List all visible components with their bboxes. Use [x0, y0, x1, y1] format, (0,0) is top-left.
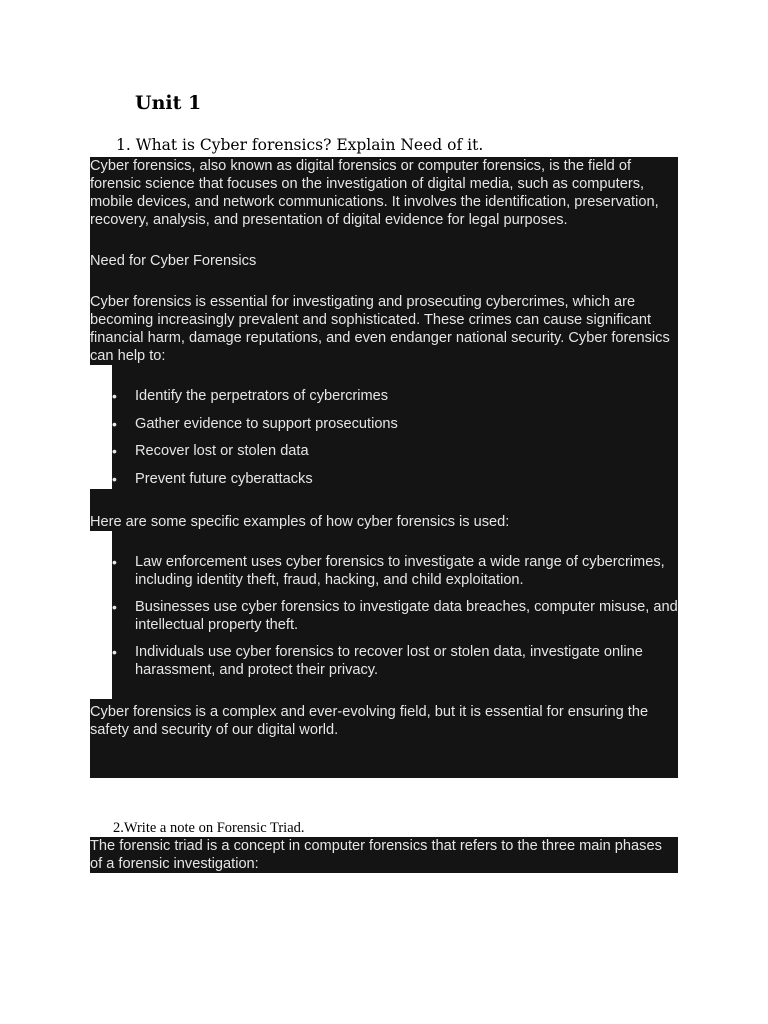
list-item: • Gather evidence to support prosecutions — [112, 415, 398, 432]
answer-1-block — [90, 157, 678, 778]
help-list — [90, 365, 678, 489]
triad-paragraph: The forensic triad is a concept in computer forensics that refers to the three main phases of a forensic investigation: — [90, 838, 662, 872]
list-item: • Recover lost or stolen data — [112, 443, 309, 459]
need-heading: Need for Cyber Forensics — [90, 253, 257, 269]
list-item: • Identify the perpetrators of cybercrimes — [112, 388, 389, 404]
conclusion-paragraph: Cyber forensics is a complex and ever-evolving field, but it is essential for ensuring the safety and security of our digital world. — [90, 704, 649, 738]
answer-2-block — [90, 837, 678, 873]
bullet-icon: • — [112, 388, 117, 404]
list-item: • Prevent future cyberattacks — [112, 470, 313, 487]
bullet-icon: • — [112, 443, 117, 459]
intro-paragraph: Cyber forensics, also known as digital forensics or computer forensics, is the field of forensic science that focuses on the investigation of digital media, such as computers, mobile devices, and network communications. It involves the identification, preservation, recovery, analysis, and presentation of digital evidence for legal purposes. — [90, 158, 659, 228]
bullet-icon: • — [112, 599, 117, 615]
bullet-icon: • — [112, 644, 117, 660]
unit-title: Unit 1 — [135, 92, 202, 114]
bullet-icon: • — [112, 415, 117, 432]
need-paragraph: Cyber forensics is essential for investigating and prosecuting cybercrimes, which are becoming increasingly prevalent and sophisticated. These crimes can cause significant financial harm, damage reputations, and even endanger national security. Cyber forensics can help to: — [90, 294, 670, 364]
list-item: • Individuals use cyber forensics to recover lost or stolen data, investigate online harassment, and protect their privacy. — [112, 644, 643, 678]
list-item: • Businesses use cyber forensics to investigate data breaches, computer misuse, and intellectual property theft. — [112, 599, 678, 633]
list-item: • Law enforcement uses cyber forensics to investigate a wide range of cybercrimes, including identity theft, fraud, hacking, and child exploitation. — [112, 554, 665, 588]
examples-list — [90, 531, 678, 699]
bullet-icon: • — [112, 470, 117, 487]
examples-intro: Here are some specific examples of how cyber forensics is used: — [90, 514, 510, 530]
bullet-icon: • — [112, 554, 117, 570]
question-1-heading: 1. What is Cyber forensics? Explain Need of it. — [116, 136, 484, 154]
question-2-heading: 2.Write a note on Forensic Triad. — [113, 820, 305, 836]
